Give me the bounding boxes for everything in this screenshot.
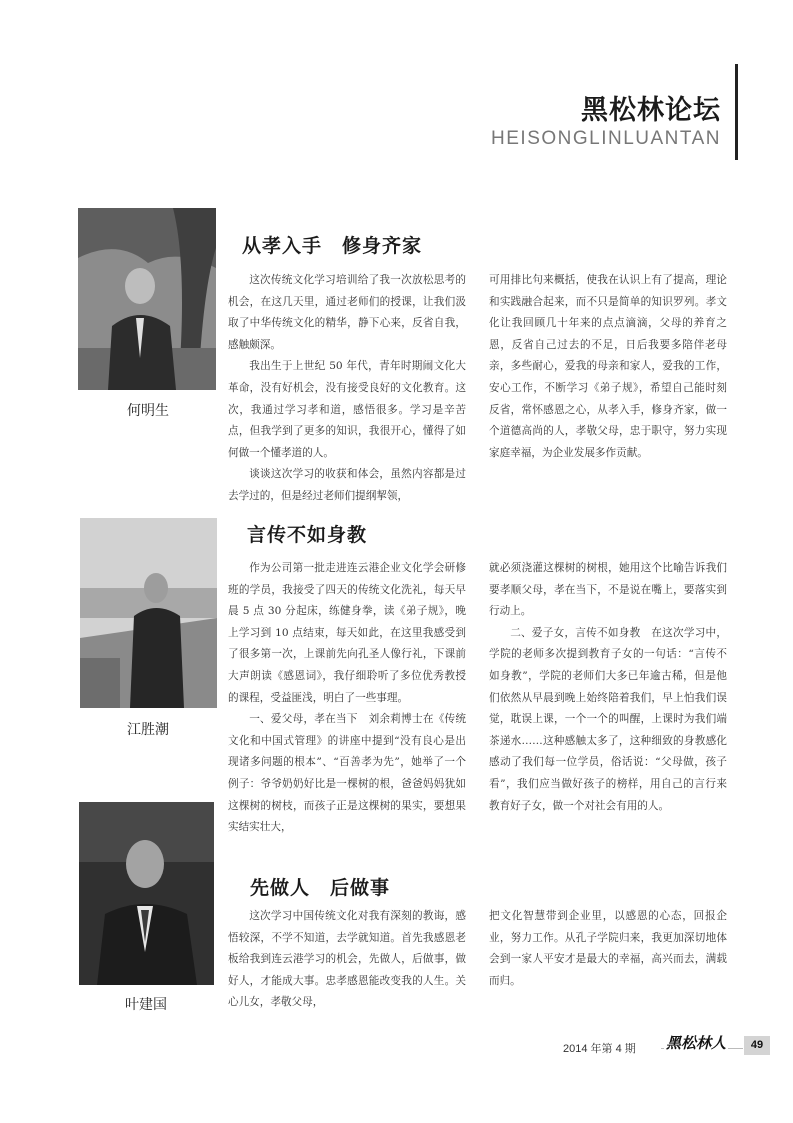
paragraph: 可用排比句来概括，使我在认识上有了提高，理论和实践融合起来，而不只是简单的知识罗列。孝文化让我回顾几十年来的点点滴滴，父母的养育之恩，反省自己过去的不足，日后我要多陪伴老母亲，多些耐心，爱我的母亲和家人，爱我的工作，安心工作，不断学习《弟子规》，希望自己能时刻反省，常怀感恩之心，从孝入手，修身齐家，做一个道德高尚的人，孝敬父母，忠于职守，努力实现家庭幸福，为企业发展多作贡献。 <box>489 274 727 459</box>
paragraph: 这次传统文化学习培训给了我一次放松思考的机会，在这几天里，通过老师们的授课，让我们汲取了中华传统文化的精华，静下心来，反省自我，感触颇深。 <box>228 274 466 351</box>
article-title-1: 从孝入手 修身齐家 <box>242 235 423 257</box>
paragraph: 我出生于上世纪 50 年代，青年时期闹文化大革命，没有好机会，没有接受良好的文化教育。这次，我通过学习孝和道，感悟很多。学习是辛苦点，但我学到了更多的知识，我很开心，懂得了如何做一个懂孝道的人。 <box>228 360 466 459</box>
author-photo-3 <box>79 802 214 985</box>
paragraph: 这次学习中国传统文化对我有深刻的教诲，感悟较深，不学不知道，去学就知道。首先我感恩老板给我到连云港学习的机会，先做人，后做事，做好人，才能成大事。忠孝感恩能改变我的人生。关心儿女，孝敬父母， <box>228 910 466 1009</box>
paragraph: 谈谈这次学习的收获和体会，虽然内容都是过去学过的，但是经过老师们提纲挈领， <box>228 468 466 502</box>
author-name-1: 何明生 <box>127 403 169 419</box>
article-1-column-2 <box>489 270 727 488</box>
article-title-3: 先做人 后做事 <box>250 877 391 899</box>
paragraph: 一、爱父母，孝在当下 刘余莉博士在《传统文化和中国式管理》的讲座中提到“没有良心是出现诸多问题的根本”、“百善孝为先”，她举了一个例子：爷爷奶奶好比是一棵树的根，爸爸妈妈犹如这棵树的树枝，而孩子正是这棵树的果实，要想果实结实壮大， <box>228 713 466 834</box>
column-subtitle: HEISONGLINLUANTAN <box>491 128 721 149</box>
author-name-3: 叶建国 <box>125 997 167 1013</box>
paragraph: 二、爱子女，言传不如身教 在这次学习中，学院的老师多次提到教育子女的一句话：“言传不如身教”，学院的老师们大多已年逾古稀，但是他们依然从早晨到晚上始终陪着我们，早上怕我们误觉，耽误上课，一个一个的叫醒，上课时为我们端茶递水……这种感触太多了，这种细致的身教感化感动了我们每一位学员，俗话说：“父母做，孩子看”，我们应当做好孩子的榜样，用自己的言行来教育好子女，做一个对社会有用的人。 <box>489 626 727 812</box>
page-number: 49 <box>744 1036 770 1055</box>
paragraph: 作为公司第一批走进连云港企业文化学会研修班的学员，我接受了四天的传统文化洗礼，每天早晨 5 点 30 分起床，练健身拳，读《弟子规》，晚上学习到 10 点结束，每天如此，在这里我感受到了很多第一次，上课前先向孔圣人像行礼，下课前大声朗读《感恩词》，我仔细聆听了多位优秀教授的课程，受益匪浅，明白了一些事理。 <box>228 562 466 704</box>
paragraph: 就必须浇灌这棵树的树根，她用这个比喻告诉我们要孝顺父母，孝在当下，不是说在嘴上，要落实到行动上。 <box>489 562 727 618</box>
article-2-column-1 <box>228 558 466 842</box>
paragraph: 把文化智慧带到企业里，以感恩的心态，回报企业，努力工作。从孔子学院归来，我更加深切地体会到一家人平安才是最大的幸福，高兴而去，满载而归。 <box>489 910 727 987</box>
author-photo-2 <box>80 518 217 708</box>
issue-label: 2014 年第 4 期 <box>563 1043 636 1055</box>
article-2-column-2 <box>489 558 727 842</box>
article-1-column-1 <box>228 270 466 502</box>
author-photo-1 <box>78 208 216 390</box>
article-3-column-1 <box>228 906 466 1016</box>
article-title-2: 言传不如身教 <box>247 524 368 546</box>
magazine-logo: 黑松林人 <box>666 1034 727 1052</box>
header-divider <box>735 64 738 160</box>
article-3-column-2 <box>489 906 727 1016</box>
author-name-2: 江胜潮 <box>127 722 169 738</box>
column-title: 黑松林论坛 <box>581 95 721 126</box>
